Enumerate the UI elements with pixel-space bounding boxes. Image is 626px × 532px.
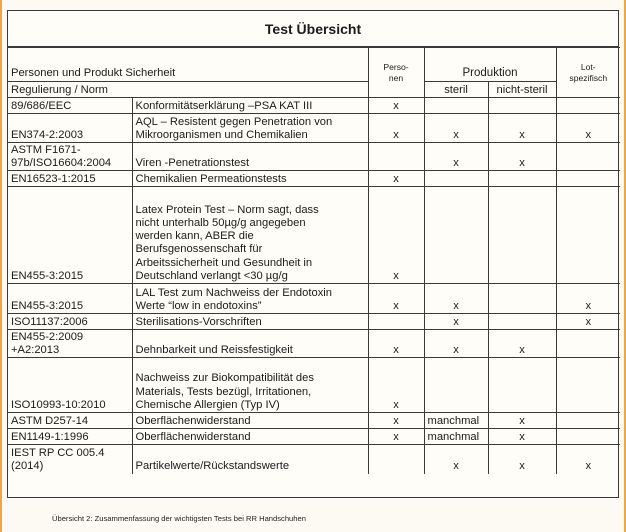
description-cell-line: Oberflächenwiderstand <box>135 414 251 427</box>
norm-cell <box>8 143 132 171</box>
personen-cell: x <box>368 171 424 187</box>
table-title: Test Übersicht <box>8 11 618 47</box>
table-row <box>8 143 620 171</box>
description-cell-line: AQL – Resistent gegen Penetration von <box>135 115 333 128</box>
norm-cell-line: ASTM D257-14 <box>11 414 89 427</box>
header-lot-line1: Lot- <box>580 61 596 72</box>
steril-cell <box>424 171 488 187</box>
description-cell <box>132 143 368 171</box>
table-row <box>8 98 620 114</box>
personen-cell: x <box>368 358 424 413</box>
description-cell-line: Mikroorganismen und Chemikalien <box>135 128 308 141</box>
lot-spezifisch-cell <box>556 187 620 284</box>
lot-spezifisch-cell <box>556 143 620 171</box>
norm-cell-line: 89/686/EEC <box>11 99 72 112</box>
norm-cell <box>8 314 132 330</box>
nicht-steril-cell <box>488 98 556 114</box>
norm-cell <box>8 98 132 114</box>
description-cell-line: Chemische Allergien (Typ IV) <box>135 398 280 411</box>
page-edge-left <box>0 0 2 532</box>
description-cell-line: Chemikalien Permeationstests <box>135 172 287 185</box>
description-cell-line: Viren -Penetrationstest <box>135 156 250 169</box>
steril-cell <box>424 358 488 413</box>
header-produktion: Produktion <box>424 48 556 82</box>
description-cell-line: nicht unterhalb 50µg/g angegeben <box>135 216 306 229</box>
lot-spezifisch-cell: x <box>556 284 620 314</box>
norm-cell-line: EN455-3:2015 <box>11 299 84 312</box>
nicht-steril-cell <box>488 187 556 284</box>
table-row <box>8 429 620 445</box>
test-overview-table-frame <box>7 10 619 498</box>
description-cell-line: Partikelwerte/Rückstandswerte <box>135 460 290 473</box>
description-cell-line: Dehnbarkeit und Reissfestigkeit <box>135 343 293 356</box>
description-cell-line: Sterilisations-Vorschriften <box>135 315 262 328</box>
personen-cell: x <box>368 98 424 114</box>
header-reg-norm: Regulierung / Norm <box>8 82 368 98</box>
table-row <box>8 171 620 187</box>
norm-cell-line: 97b/ISO16604:2004 <box>11 156 112 169</box>
steril-cell <box>424 98 488 114</box>
lot-spezifisch-cell <box>556 429 620 445</box>
steril-cell: x <box>424 114 488 143</box>
lot-spezifisch-cell <box>556 98 620 114</box>
norm-cell <box>8 330 132 358</box>
description-cell <box>132 445 368 474</box>
description-cell-line: Deutschland verlangt <30 µg/g <box>135 269 288 282</box>
description-cell-line: Konformitätserklärung –PSA KAT III <box>135 99 313 112</box>
description-cell <box>132 114 368 143</box>
personen-cell <box>368 143 424 171</box>
description-cell <box>132 98 368 114</box>
description-cell <box>132 330 368 358</box>
description-cell-line: Berufsgenossenschaft für <box>135 243 263 256</box>
personen-cell: x <box>368 429 424 445</box>
norm-cell-line: ASTM F1671- <box>11 143 81 156</box>
table-row <box>8 413 620 429</box>
steril-cell <box>424 187 488 284</box>
steril-cell: manchmal <box>424 413 488 429</box>
lot-spezifisch-cell <box>556 171 620 187</box>
personen-cell <box>368 445 424 474</box>
table-row <box>8 445 620 474</box>
norm-cell <box>8 445 132 474</box>
norm-cell <box>8 284 132 314</box>
table-row <box>8 284 620 314</box>
header-section-label: Personen und Produkt Sicherheit <box>8 48 368 82</box>
table-row <box>8 187 620 284</box>
header-steril: steril <box>424 82 488 98</box>
norm-cell-line: EN374-2:2003 <box>11 128 84 141</box>
norm-cell-line: IEST RP CC 005.4 <box>11 447 105 460</box>
personen-cell: x <box>368 413 424 429</box>
norm-cell-line: ISO10993-10:2010 <box>11 398 106 411</box>
lot-spezifisch-cell: x <box>556 445 620 474</box>
header-personen <box>368 48 424 98</box>
header-lot-spezifisch <box>556 48 620 98</box>
nicht-steril-cell: x <box>488 413 556 429</box>
header-personen-line1: Perso- <box>383 61 409 72</box>
description-cell-line: Latex Protein Test – Norm sagt, dass <box>135 203 319 216</box>
norm-cell <box>8 429 132 445</box>
description-cell <box>132 171 368 187</box>
header-lot-line2: spezifisch <box>569 72 608 83</box>
table-body <box>8 98 620 474</box>
nicht-steril-cell <box>488 358 556 413</box>
description-cell-line: Werte “low in endotoxins” <box>135 299 262 312</box>
header-personen-line2: nen <box>388 72 404 83</box>
steril-cell: x <box>424 284 488 314</box>
steril-cell: x <box>424 143 488 171</box>
personen-cell: x <box>368 330 424 358</box>
description-cell-line: LAL Test zum Nachweiss der Endotoxin <box>135 286 333 299</box>
nicht-steril-cell: x <box>488 330 556 358</box>
description-cell <box>132 358 368 413</box>
steril-cell: x <box>424 330 488 358</box>
nicht-steril-cell: x <box>488 143 556 171</box>
description-cell-line: Arbeitssicherheit und Gesundheit in <box>135 256 313 269</box>
lot-spezifisch-cell: x <box>556 114 620 143</box>
steril-cell: manchmal <box>424 429 488 445</box>
description-cell-line: Materials, Tests bezügl, Irritationen, <box>135 385 312 398</box>
description-cell <box>132 187 368 284</box>
table-row <box>8 330 620 358</box>
test-overview-table <box>8 47 620 474</box>
table-row <box>8 358 620 413</box>
personen-cell <box>368 314 424 330</box>
description-cell <box>132 429 368 445</box>
personen-cell: x <box>368 187 424 284</box>
nicht-steril-cell: x <box>488 445 556 474</box>
table-row <box>8 314 620 330</box>
description-cell-line: werden kann, ABER die <box>135 230 254 243</box>
norm-cell-line: EN1149-1:1996 <box>11 430 89 443</box>
table-caption: Übersicht 2: Zusammenfassung der wichtigsten Tests bei RR Handschuhen <box>52 514 306 523</box>
norm-cell-line: ISO11137:2006 <box>11 315 88 328</box>
norm-cell <box>8 171 132 187</box>
nicht-steril-cell <box>488 171 556 187</box>
personen-cell: x <box>368 284 424 314</box>
header-nicht-steril: nicht-steril <box>488 82 556 98</box>
norm-cell-line: EN455-3:2015 <box>11 269 84 282</box>
personen-cell: x <box>368 114 424 143</box>
norm-cell-line: EN16523-1:2015 <box>11 172 96 185</box>
norm-cell-line: EN455-2:2009 <box>11 330 84 343</box>
description-cell-line: Nachweiss zur Biokompatibilität des <box>135 372 314 385</box>
description-cell <box>132 413 368 429</box>
lot-spezifisch-cell <box>556 413 620 429</box>
norm-cell <box>8 413 132 429</box>
steril-cell: x <box>424 445 488 474</box>
lot-spezifisch-cell <box>556 358 620 413</box>
lot-spezifisch-cell <box>556 330 620 358</box>
steril-cell: x <box>424 314 488 330</box>
table-row <box>8 114 620 143</box>
norm-cell-line: +A2:2013 <box>11 343 60 356</box>
norm-cell-line: (2014) <box>11 460 44 473</box>
nicht-steril-cell: x <box>488 429 556 445</box>
lot-spezifisch-cell: x <box>556 314 620 330</box>
description-cell-line: Oberflächenwiderstand <box>135 430 251 443</box>
nicht-steril-cell: x <box>488 114 556 143</box>
description-cell <box>132 284 368 314</box>
nicht-steril-cell <box>488 314 556 330</box>
norm-cell <box>8 187 132 284</box>
description-cell <box>132 314 368 330</box>
norm-cell <box>8 358 132 413</box>
norm-cell <box>8 114 132 143</box>
nicht-steril-cell <box>488 284 556 314</box>
